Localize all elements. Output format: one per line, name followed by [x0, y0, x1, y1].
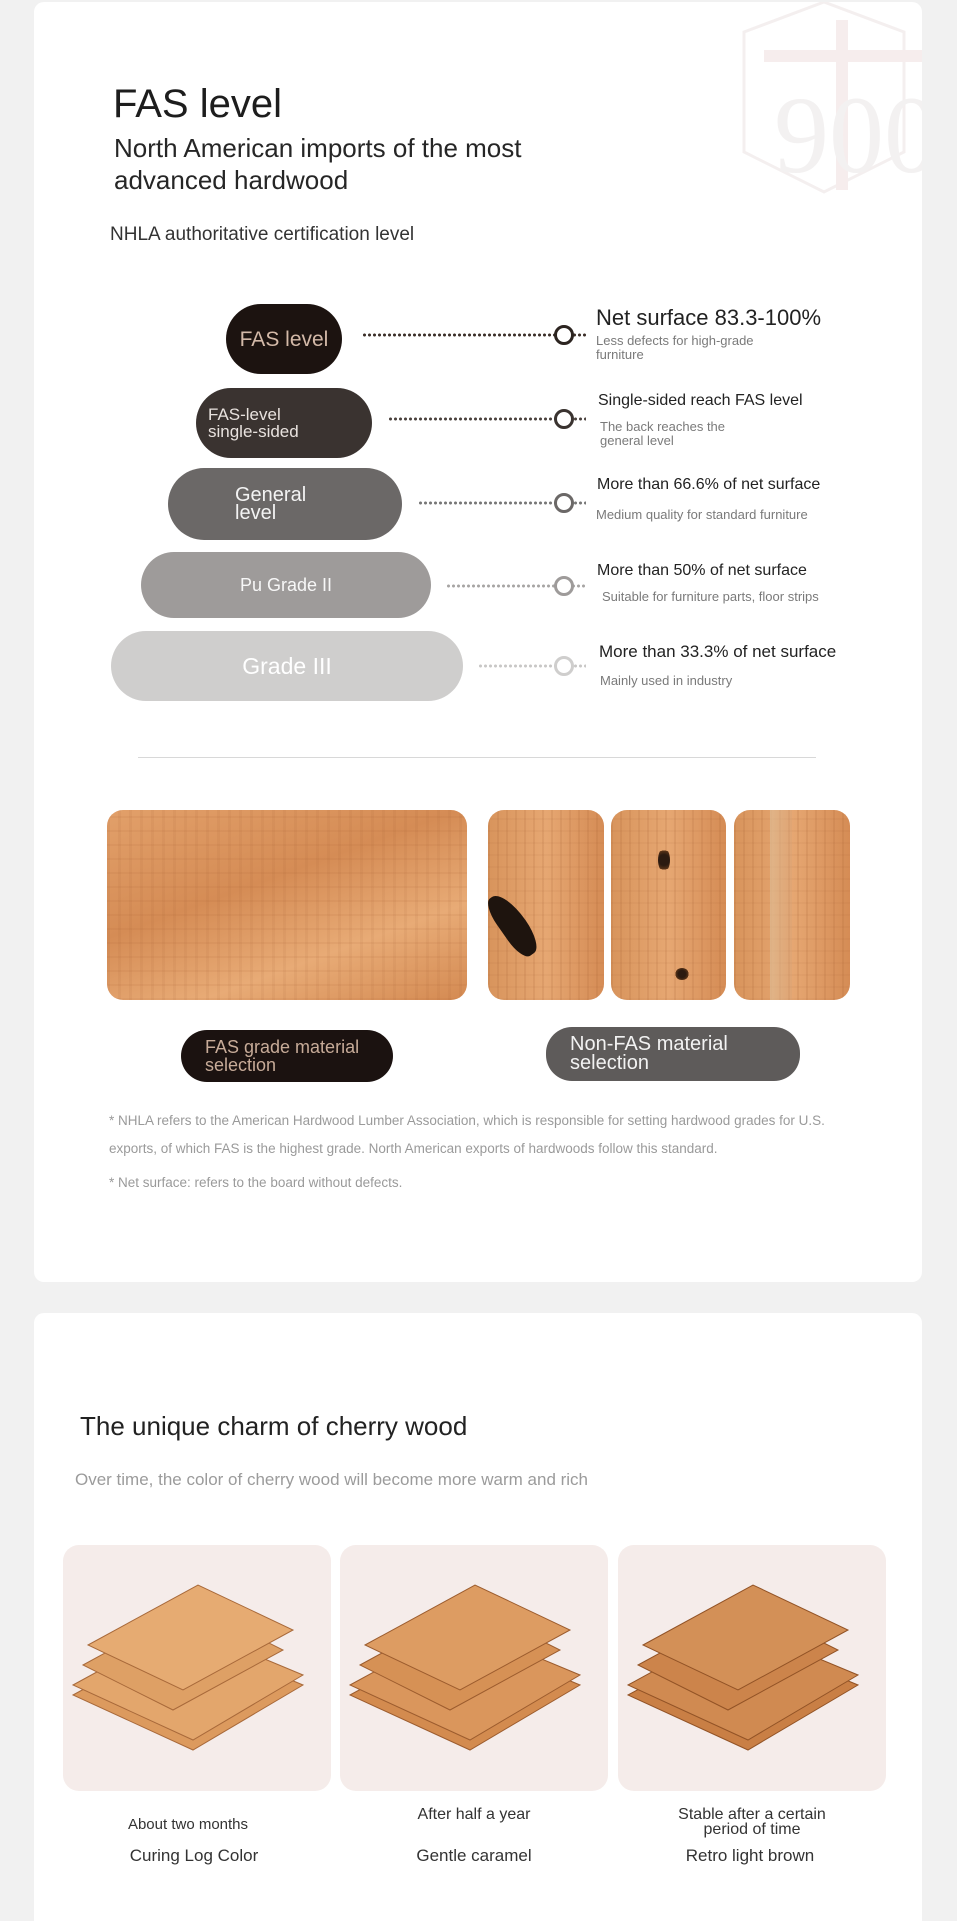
- grade-heading: More than 66.6% of net surface: [597, 476, 821, 493]
- grade-pill-label: Grade III: [242, 652, 332, 679]
- nhla-footnote: * NHLA refers to the American Hardwood Lumber Association, which is responsible for setting hardwood grades for U.S. exports, of which FAS is the highest grade. North American exports of hardwoods follow this standard.: [109, 1113, 825, 1156]
- cherry-wood-card: [34, 1313, 922, 1921]
- button-label: Non-FAS material selection: [570, 1033, 728, 1074]
- grade-description: Less defects for high-grade furniture: [596, 333, 754, 362]
- grade-pill-general: [168, 468, 402, 540]
- plank-stack: [350, 1585, 580, 1750]
- grade-pill-fas: [226, 304, 342, 374]
- grade-marker: [554, 409, 574, 429]
- grade-marker: [554, 493, 574, 513]
- certification-label: NHLA authoritative certification level: [110, 224, 415, 245]
- grade-pill-label: General level: [235, 484, 307, 524]
- wood-planks-icon: [340, 1545, 608, 1791]
- grade-connector: [362, 333, 586, 337]
- stage-time-label: After half a year: [417, 1806, 531, 1823]
- wood-planks-icon: [63, 1545, 331, 1791]
- grade-marker: [554, 576, 574, 596]
- plank-stack: [628, 1585, 858, 1750]
- grade-marker: [554, 656, 574, 676]
- cherry-wood-stage-image: [340, 1545, 608, 1791]
- grade-marker: [554, 325, 574, 345]
- svg-text:900: 900: [774, 74, 939, 196]
- page-title: FAS level: [113, 82, 282, 126]
- net-surface-footnote: * Net surface: refers to the board without defects.: [109, 1175, 403, 1190]
- cherry-wood-stage-image: [63, 1545, 331, 1791]
- stage-color-label: Curing Log Color: [129, 1846, 259, 1865]
- plank-stack: [73, 1585, 303, 1750]
- stage-time-label: Stable after a certain period of time: [678, 1806, 826, 1838]
- brand-logo-watermark: [694, 2, 939, 202]
- button-label: FAS grade material selection: [205, 1037, 360, 1075]
- fas-wood-sample: [107, 810, 467, 1000]
- fas-material-selection-button[interactable]: [181, 1030, 393, 1082]
- section-subtitle: Over time, the color of cherry wood will become more warm and rich: [75, 1470, 589, 1489]
- wood-streak: [770, 810, 792, 1000]
- fas-level-card: [34, 2, 939, 1282]
- grade-description: Suitable for furniture parts, floor strips: [602, 589, 819, 604]
- grade-heading: Single-sided reach FAS level: [598, 392, 803, 409]
- stage-color-label: Retro light brown: [685, 1846, 815, 1865]
- wood-defect: [675, 968, 689, 980]
- grade-description: Mainly used in industry: [600, 673, 733, 688]
- wood-planks-icon: [618, 1545, 886, 1791]
- grade-heading: More than 50% of net surface: [597, 562, 807, 579]
- grade-pill-label: Pu Grade II: [239, 574, 333, 595]
- section-divider: [138, 757, 816, 758]
- grade-description: Medium quality for standard furniture: [596, 507, 808, 522]
- grade-pill-pu-grade-ii: [141, 552, 431, 618]
- grade-heading: More than 33.3% of net surface: [599, 642, 837, 661]
- grade-heading: Net surface 83.3-100%: [596, 305, 822, 330]
- cherry-wood-stage-image: [618, 1545, 886, 1791]
- page-subtitle: North American imports of the most advanced hardwood: [114, 133, 522, 195]
- grade-pill-grade-iii: [111, 631, 463, 701]
- nonfas-wood-sample-streak: [734, 810, 850, 1000]
- nonfas-material-selection-button[interactable]: [546, 1027, 800, 1081]
- grade-pill-label: FAS level: [239, 327, 329, 351]
- wood-defect: [488, 889, 544, 961]
- grade-pill-fas-single-sided: [196, 388, 372, 458]
- wood-defect: [658, 848, 670, 872]
- nonfas-wood-sample-knot: [611, 810, 726, 1000]
- grade-description: The back reaches the general level: [600, 419, 726, 448]
- stage-time-label: About two months: [127, 1816, 249, 1833]
- stage-color-label: Gentle caramel: [416, 1846, 532, 1865]
- section-title: The unique charm of cherry wood: [80, 1411, 468, 1441]
- grade-pill-label: FAS-level single-sided: [208, 405, 299, 441]
- nonfas-wood-sample-crack: [488, 810, 604, 1000]
